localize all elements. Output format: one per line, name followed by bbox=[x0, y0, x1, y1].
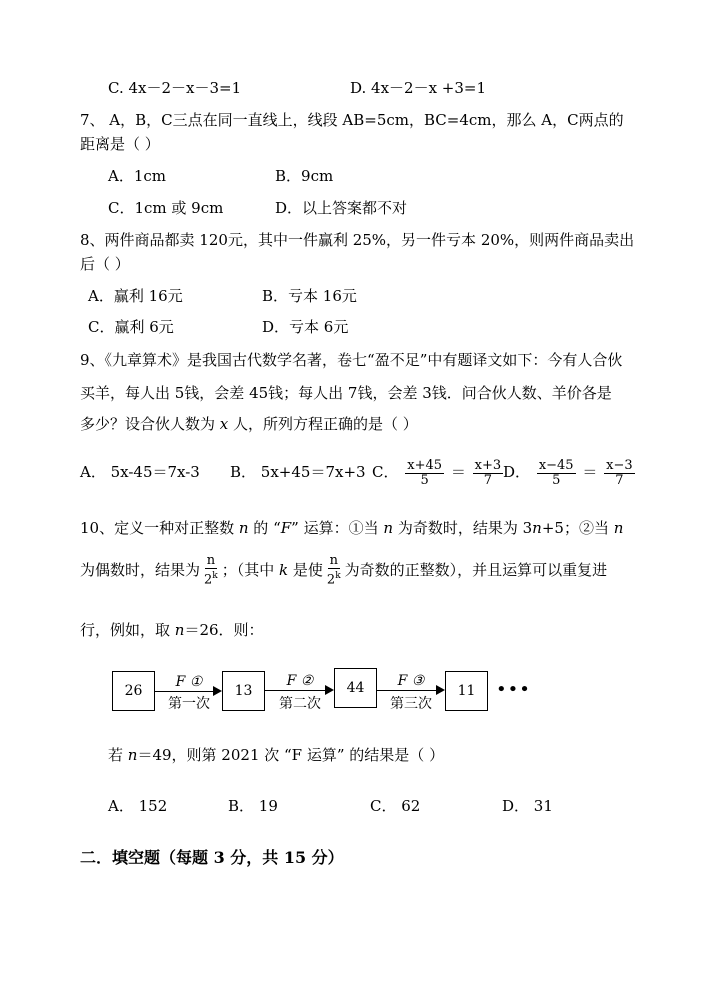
q8-stem-line1: 8、两件商品都卖 120元，其中一件赢利 25%，另一件亏本 20%，则两件商品卖出 bbox=[80, 231, 635, 249]
flow-continuation-dots: ••• bbox=[496, 679, 531, 700]
q7-stem-line1: 7、 A，B，C三点在同一直线上，线段 AB=5cm，BC=4cm，那么 A，C两点的 bbox=[80, 111, 624, 129]
flow-box-3: 44 bbox=[334, 668, 377, 708]
q8-option-d: D．亏本 6元 bbox=[262, 318, 349, 336]
q9-option-a: A． 5x-45＝7x-3 bbox=[80, 463, 200, 481]
q8-stem-line2: 后（ ） bbox=[80, 255, 130, 273]
q7-option-b: B．9cm bbox=[275, 167, 334, 185]
q6-option-c: C. 4x－2－x－3=1 bbox=[108, 79, 242, 97]
flow-arrow-3-bottom: 第三次 bbox=[390, 696, 432, 712]
flow-arrow-1-line bbox=[155, 691, 213, 692]
q9-stem-line1: 9、《九章算术》是我国古代数学名著，卷七“盈不足”中有题译文如下：今有人合伙 bbox=[80, 351, 623, 369]
flow-arrow-1-top: F ① bbox=[175, 674, 203, 690]
q10-stem-line1: 10、定义一种对正整数 n 的 “F” 运算：①当 n 为奇数时，结果为 3n+5；②当 n bbox=[80, 519, 624, 537]
q9-c-right-fraction: $\frac{x+3}{7}$ bbox=[474, 457, 502, 488]
q10-option-a: A． 152 bbox=[108, 797, 168, 815]
q9-d-left-fraction: $\frac{x-45}{5}$ bbox=[538, 457, 574, 488]
flow-arrow-2-top: F ② bbox=[286, 673, 314, 689]
q7-stem-line2: 距离是（ ） bbox=[80, 135, 160, 153]
q8-option-b: B．亏本 16元 bbox=[262, 287, 357, 305]
q9-option-c: C． $\frac{x+45}{5}$ ＝ $\frac{x+3}{7}$ bbox=[372, 457, 502, 488]
flow-arrow-3-top: F ③ bbox=[397, 673, 425, 689]
flow-box-2: 13 bbox=[222, 671, 265, 711]
q10-question: 若 n＝49，则第 2021 次 “F 运算” 的结果是（ ） bbox=[108, 746, 445, 764]
q8-option-c: C．赢利 6元 bbox=[88, 318, 174, 336]
q9-stem-line2: 买羊，每人出 5钱，会差 45钱；每人出 7钱，会差 3钱．问合伙人数、羊价各是 bbox=[80, 384, 612, 402]
q8-option-a: A．赢利 16元 bbox=[88, 287, 183, 305]
q7-option-a: A．1cm bbox=[108, 167, 167, 185]
q10-option-c: C． 62 bbox=[370, 797, 421, 815]
q9-stem-line3: 多少？设合伙人数为 x 人，所列方程正确的是（ ） bbox=[80, 415, 418, 433]
flow-arrow-2-bottom: 第二次 bbox=[279, 696, 321, 712]
q9-c-left-fraction: $\frac{x+45}{5}$ bbox=[407, 457, 443, 488]
q6-option-d: D. 4x－2－x +3=1 bbox=[350, 79, 487, 97]
q10-stem-line2: 为偶数时，结果为 $\frac{n}{2^k}$ ；（其中 k 是使 $\frac{n}{2^k}$ 为奇数的正整数），并且运算可以重复进 bbox=[80, 553, 608, 588]
q7-option-d: D．以上答案都不对 bbox=[275, 199, 408, 217]
flow-arrow-2-line bbox=[265, 690, 325, 691]
section-2-heading: 二．填空题（每题 3 分，共 15 分） bbox=[80, 848, 344, 867]
q9-d-right-fraction: $\frac{x-3}{7}$ bbox=[606, 457, 633, 488]
flow-arrow-3-line bbox=[377, 690, 436, 691]
flow-box-4: 11 bbox=[445, 671, 488, 711]
q7-option-c: C．1cm 或 9cm bbox=[108, 199, 224, 217]
flow-box-1: 26 bbox=[112, 671, 155, 711]
q10-fraction-1: $\frac{n}{2^k}$ bbox=[204, 553, 218, 588]
flow-arrow-1-bottom: 第一次 bbox=[168, 696, 210, 712]
q9-option-d: D． $\frac{x-45}{5}$ ＝ $\frac{x-3}{7}$ bbox=[503, 457, 633, 488]
q10-option-d: D． 31 bbox=[502, 797, 553, 815]
q9-option-b: B． 5x+45＝7x+3 bbox=[230, 463, 366, 481]
q10-fraction-2: $\frac{n}{2^k}$ bbox=[326, 553, 341, 588]
q10-stem-line3: 行，例如，取 n＝26．则： bbox=[80, 621, 264, 639]
q10-option-b: B． 19 bbox=[228, 797, 278, 815]
